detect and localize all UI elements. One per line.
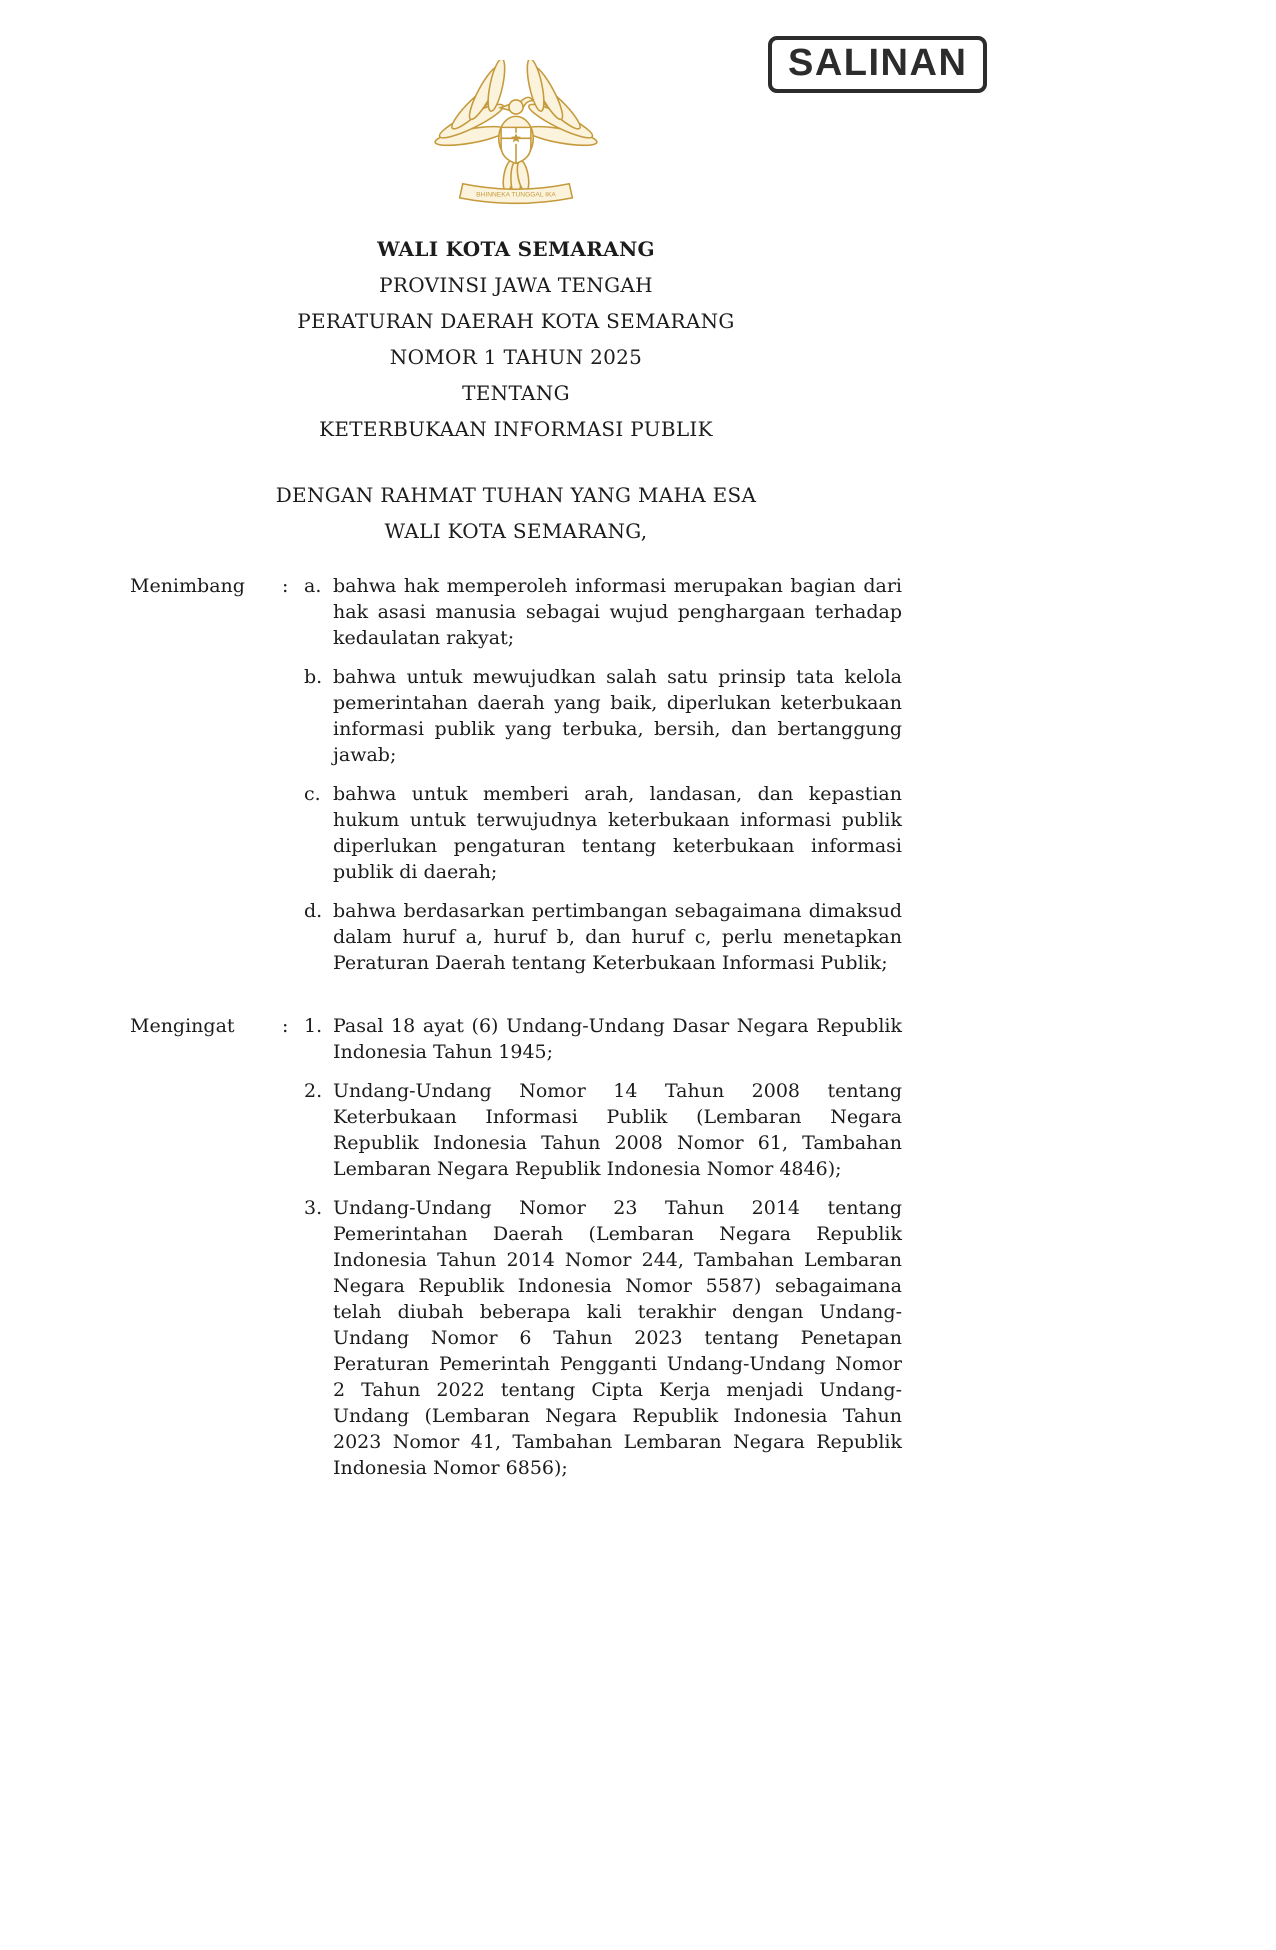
- item-marker: 1.: [304, 1014, 323, 1037]
- considering-section: [130, 573, 902, 989]
- item-marker: a.: [304, 574, 322, 597]
- doc-title-subject: KETERBUKAAN INFORMASI PUBLIK: [319, 416, 713, 441]
- item-marker: 3.: [304, 1196, 323, 1219]
- doc-title-regulation: PERATURAN DAERAH KOTA SEMARANG: [297, 308, 735, 333]
- recalling-item-3: [304, 1195, 902, 1481]
- item-text: bahwa hak memperoleh informasi merupakan bagian dari hak asasi manusia sebagai wujud penghargaan terhadap kedaulatan rakyat;: [333, 574, 902, 649]
- preamble-invocation: DENGAN RAHMAT TUHAN YANG MAHA ESA: [275, 482, 757, 507]
- item-marker: c.: [304, 782, 321, 805]
- item-text: bahwa untuk mewujudkan salah satu prinsip tata kelola pemerintahan daerah yang baik, diperlukan keterbukaan informasi publik yang terbuka, bersih, dan bertanggung jawab;: [333, 665, 902, 766]
- item-text: Undang-Undang Nomor 14 Tahun 2008 tentang Keterbukaan Informasi Publik (Lembaran Negara Republik Indonesia Tahun 2008 Nomor 61, Tambahan Lembaran Negara Republik Indonesia Nomor 4846);: [333, 1079, 902, 1180]
- doc-title-about: TENTANG: [462, 380, 570, 405]
- considering-item-a: [304, 573, 902, 651]
- doc-title-authority: WALI KOTA SEMARANG: [377, 236, 655, 261]
- recalling-section: [130, 1013, 902, 1494]
- item-marker: d.: [304, 899, 323, 922]
- doc-title-number: NOMOR 1 TAHUN 2025: [389, 344, 643, 369]
- doc-title-province: PROVINSI JAWA TENGAH: [379, 272, 653, 297]
- considering-label: Menimbang: [130, 574, 245, 597]
- item-text: Undang-Undang Nomor 23 Tahun 2014 tentang Pemerintahan Daerah (Lembaran Negara Republik Indonesia Tahun 2014 Nomor 244, Tambahan Lembaran Negara Republik Indonesia Nomor 5587) sebagaimana telah diubah beberapa kali terakhir dengan Undang-Undang Nomor 6 Tahun 2023 tentang Penetapan Peraturan Pemerintah Pengganti Undang-Undang Nomor 2 Tahun 2022 tentang Cipta Kerja menjadi Undang-Undang (Lembaran Negara Republik Indonesia Tahun 2023 Nomor 41, Tambahan Lembaran Negara Republik Indonesia Nomor 6856);: [333, 1196, 902, 1479]
- emblem-motto: BHINNEKA TUNGGAL IKA: [476, 191, 556, 199]
- considering-item-c: [304, 781, 902, 885]
- garuda-pancasila-icon: [422, 60, 610, 217]
- preamble-block: [130, 477, 902, 549]
- item-text: bahwa berdasarkan pertimbangan sebagaimana dimaksud dalam huruf a, huruf b, dan huruf c, perlu menetapkan Peraturan Daerah tentang Keterbukaan Informasi Publik;: [333, 899, 902, 974]
- considering-item-d: [304, 898, 902, 976]
- recalling-item-2: [304, 1078, 902, 1182]
- salinan-stamp-label: SALINAN: [788, 42, 968, 84]
- considering-item-b: [304, 664, 902, 768]
- item-text: Pasal 18 ayat (6) Undang-Undang Dasar Negara Republik Indonesia Tahun 1945;: [333, 1014, 902, 1063]
- item-text: bahwa untuk memberi arah, landasan, dan kepastian hukum untuk terwujudnya keterbukaan informasi publik diperlukan pengaturan tentang keterbukaan informasi publik di daerah;: [333, 782, 902, 883]
- recalling-colon: :: [282, 1014, 289, 1037]
- considering-colon: :: [282, 574, 289, 597]
- recalling-label: Mengingat: [130, 1014, 235, 1037]
- document-content: [130, 60, 902, 1494]
- considering-items: [304, 573, 902, 989]
- item-marker: 2.: [304, 1079, 323, 1102]
- recalling-items: [304, 1013, 902, 1494]
- garuda-pancasila-emblem: [422, 60, 610, 217]
- recalling-item-1: [304, 1013, 902, 1065]
- preamble-authority: WALI KOTA SEMARANG,: [384, 518, 648, 543]
- item-marker: b.: [304, 665, 323, 688]
- document-title-block: [130, 231, 902, 447]
